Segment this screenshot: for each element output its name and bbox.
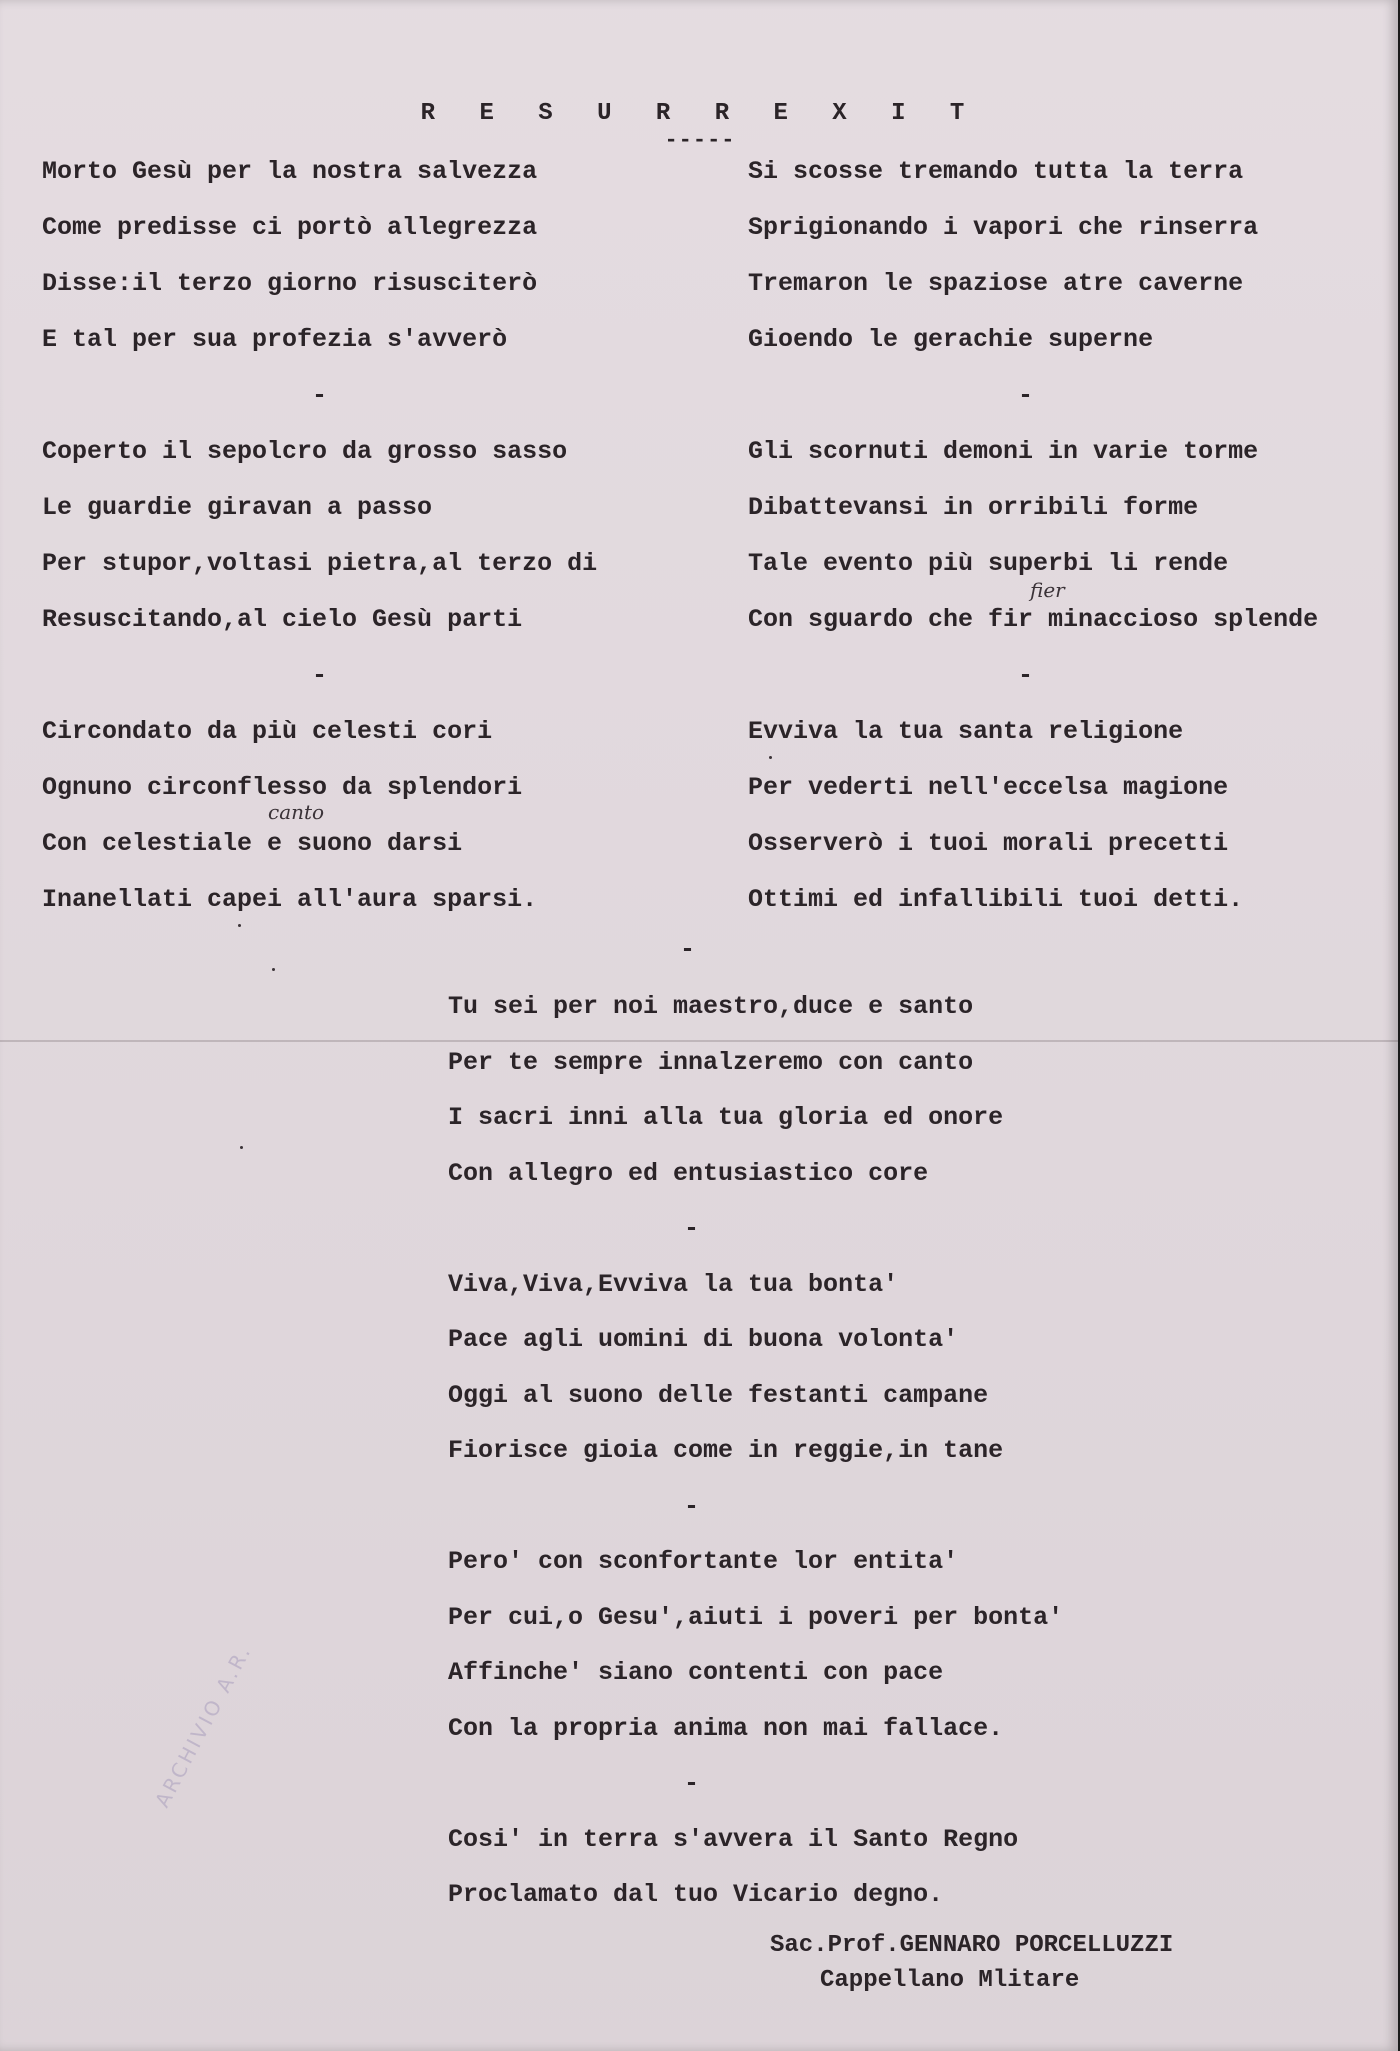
stanza-separator: - [684,1491,700,1521]
verse-line: I sacri inni alla tua gloria ed onore [448,1103,1004,1132]
verse-line: Per te sempre innalzeremo con canto [448,1047,974,1077]
verse-line: Tremaron le spaziose atre caverne [748,269,1244,298]
bottom-stanzas [448,985,1063,1929]
verse-line: Come predisse ci portò allegrezza [42,213,538,242]
verse-line: Resuscitando,al cielo Gesù parti [42,605,523,634]
stanza-separator: - [684,1214,700,1243]
stanza-separator: - [312,381,328,410]
stanza-separator: - [1018,661,1034,690]
verse-line: Sprigionando i vapori che rinserra [748,213,1259,242]
verse-line: Morto Gesù per la nostra salvezza [42,157,538,186]
verse-line: Affinche' siano contenti con pace [448,1658,944,1687]
stanza [448,1818,1063,1929]
verse-line: Viva,Viva,Evviva la tua bonta' [448,1269,899,1299]
ink-speck [769,756,772,759]
verse-line: Ognuno circonflesso da splendori [42,773,523,802]
poem-title: R E S U R R E X I T [420,100,980,127]
handwritten-note-canto: canto [268,800,325,824]
handwritten-note-fier: fier [1030,578,1065,602]
verse-line: Evviva la tua santa religione [748,717,1184,746]
verse-line: Con la propria anima non mai fallace. [448,1713,1004,1743]
verse-line: Inanellati capei all'aura sparsi. [42,885,538,914]
stanza-separator: - [1018,381,1034,410]
stanza [448,1263,1063,1485]
stanza [448,985,1063,1207]
verse-line: Dibattevansi in orribili forme [748,493,1199,522]
verse-line: Cosi' in terra s'avvera il Santo Regno [448,1824,1019,1854]
verse-line: Per vederti nell'eccelsa magione [748,773,1229,802]
verse-line: Le guardie giravan a passo [42,493,433,522]
stanza-separator: - [680,935,696,964]
stanza [748,150,1318,374]
verse-line: Si scosse tremando tutta la terra [748,157,1244,186]
verse-line: Pace agli uomini di buona volonta' [448,1325,959,1354]
ink-speck [240,1146,243,1149]
verse-line: E tal per sua profezia s'avverò [42,325,508,354]
verse-line: Oggi al suono delle festanti campane [448,1380,989,1410]
signature-role: Cappellano Mlitare [820,1967,1080,1994]
stanza [42,430,597,654]
stanza [42,150,597,374]
verse-line: Coperto il sepolcro da grosso sasso [42,437,568,466]
verse-line: Gli scornuti demoni in varie torme [748,437,1259,466]
verse-line: Ottimi ed infallibili tuoi detti. [748,885,1244,914]
verse-line: Fiorisce gioia come in reggie,in tane [448,1436,1004,1465]
verse-line: Per stupor,voltasi pietra,al terzo di [42,549,598,578]
ink-speck [272,968,275,971]
verse-line: Osserverò i tuoi morali precetti [748,829,1229,858]
verse-line: Disse:il terzo giorno risusciterò [42,269,538,298]
verse-line: Pero' con sconfortante lor entita' [448,1547,959,1576]
title-underline: ----- [664,128,736,153]
stanza-separator: - [312,661,328,690]
stanza-separator: - [684,1769,700,1798]
verse-line: Con sguardo che fir minaccioso splende [748,605,1319,634]
verse-line: Con allegro ed entusiastico core [448,1158,929,1188]
signature-block [770,1928,1173,1998]
archive-stamp: ARCHIVIO A.R. [150,1639,257,1812]
verse-line: Circondato da più celesti cori [42,717,493,746]
stanza [448,1540,1063,1762]
stanza [748,430,1318,654]
verse-line: Tu sei per noi maestro,duce e santo [448,992,974,1021]
ink-speck [238,924,241,927]
verse-line: Con celestiale e suono darsi [42,829,463,858]
right-column [748,150,1318,934]
verse-line: Gioendo le gerachie superne [748,325,1154,354]
signature-name: Sac.Prof.GENNARO PORCELLUZZI [770,1932,1174,1959]
verse-line: Proclamato dal tuo Vicario degno. [448,1880,944,1909]
stanza [748,710,1318,934]
verse-line: Per cui,o Gesu',aiuti i poveri per bonta' [448,1602,1064,1632]
verse-line: Tale evento più superbi li rende [748,549,1229,578]
